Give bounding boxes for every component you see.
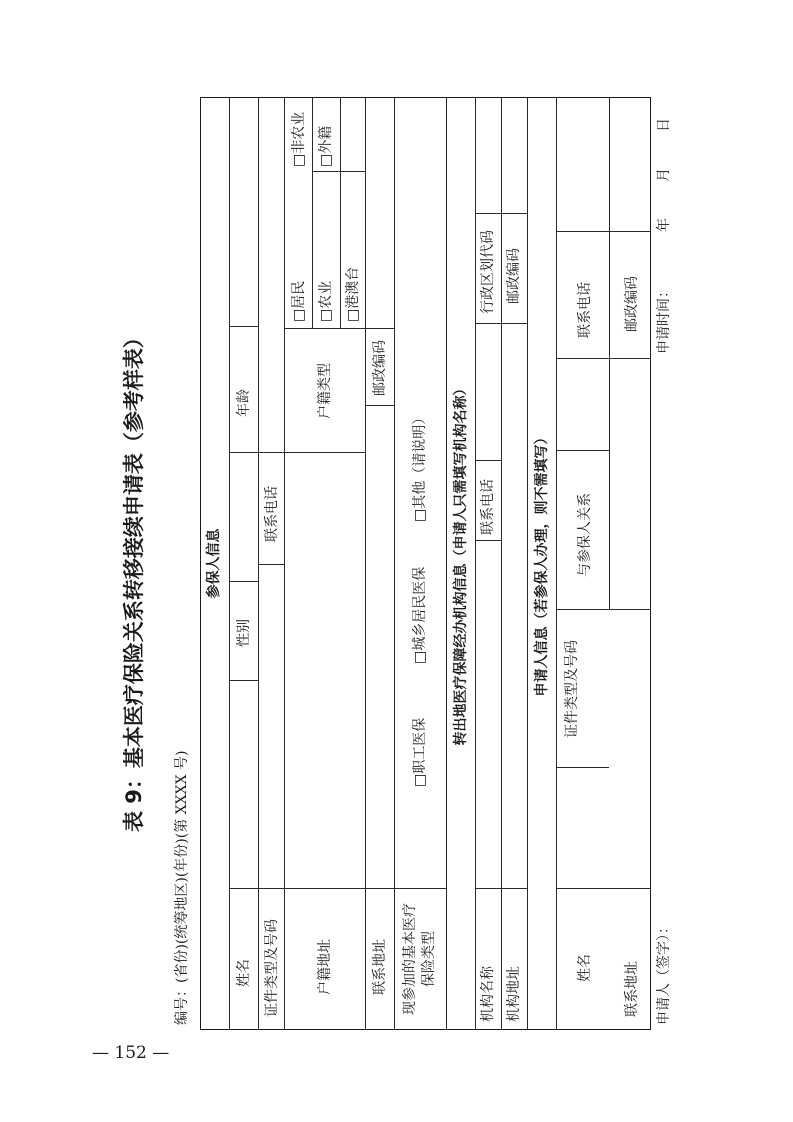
label-age: 年龄 xyxy=(236,389,252,417)
form-title: 表 9：基本医疗保险关系转移接续申请表（参考样表） xyxy=(122,327,146,832)
label-applicant-phone: 联系电话 xyxy=(577,282,593,338)
label-agency-address: 机构地址 xyxy=(506,966,522,1022)
label-gender: 性别 xyxy=(236,619,252,647)
label-applicant-postcode: 邮政编码 xyxy=(624,276,640,332)
date-day: 日 xyxy=(656,118,672,132)
serial-number: 编号：(省份)(统筹地区)(年份)(第 XXXX 号) xyxy=(174,750,190,1025)
section-insured: 参保人信息 xyxy=(206,528,222,599)
label-relation: 与参保人关系 xyxy=(577,493,593,577)
option-resident[interactable]: □居民 xyxy=(291,280,307,322)
label-phone: 联系电话 xyxy=(264,486,280,542)
label-agency-name: 机构名称 xyxy=(480,966,496,1022)
label-id-type-number: 证件类型及号码 xyxy=(264,919,280,1017)
label-agency-phone: 联系电话 xyxy=(480,479,496,535)
option-other[interactable]: □其他（请说明） xyxy=(412,410,428,522)
date-year: 年 xyxy=(656,218,672,232)
option-urban-rural-insurance[interactable]: □城乡居民医保 xyxy=(412,566,428,664)
signature-label: 申请人（签字）： xyxy=(656,920,672,1025)
date-month: 月 xyxy=(656,168,672,182)
option-non-agricultural[interactable]: □非农业 xyxy=(291,111,307,167)
section-transfer-agency: 转出地医疗保障经办机构信息（申请人只需填写机构名称） xyxy=(453,381,469,746)
label-household-address: 户籍地址 xyxy=(317,939,333,995)
label-contact-address: 联系地址 xyxy=(372,939,388,995)
label-applicant-name: 姓名 xyxy=(577,954,593,982)
page-number: — 152 — xyxy=(92,1043,170,1063)
label-agency-postcode: 邮政编码 xyxy=(506,248,522,304)
label-admin-code: 行政区划代码 xyxy=(480,230,496,314)
label-name: 姓名 xyxy=(236,959,252,987)
section-applicant: 申请人信息（若参保人办理，则不需填写） xyxy=(534,430,550,697)
label-household-type: 户籍类型 xyxy=(317,363,333,419)
option-employee-insurance[interactable]: □职工医保 xyxy=(412,717,428,787)
label-applicant-address: 联系地址 xyxy=(624,961,640,1017)
label-applicant-id: 证件类型及号码 xyxy=(564,640,580,738)
option-hk-macao-taiwan[interactable]: □港澳台 xyxy=(345,266,361,322)
label-insurance-type: 现参加的基本医疗保险类型 xyxy=(402,903,437,1015)
date-label: 申请时间： xyxy=(656,284,672,354)
option-foreign[interactable]: □外籍 xyxy=(318,125,334,167)
option-agricultural[interactable]: □农业 xyxy=(318,280,334,322)
label-postcode: 邮政编码 xyxy=(372,340,388,396)
